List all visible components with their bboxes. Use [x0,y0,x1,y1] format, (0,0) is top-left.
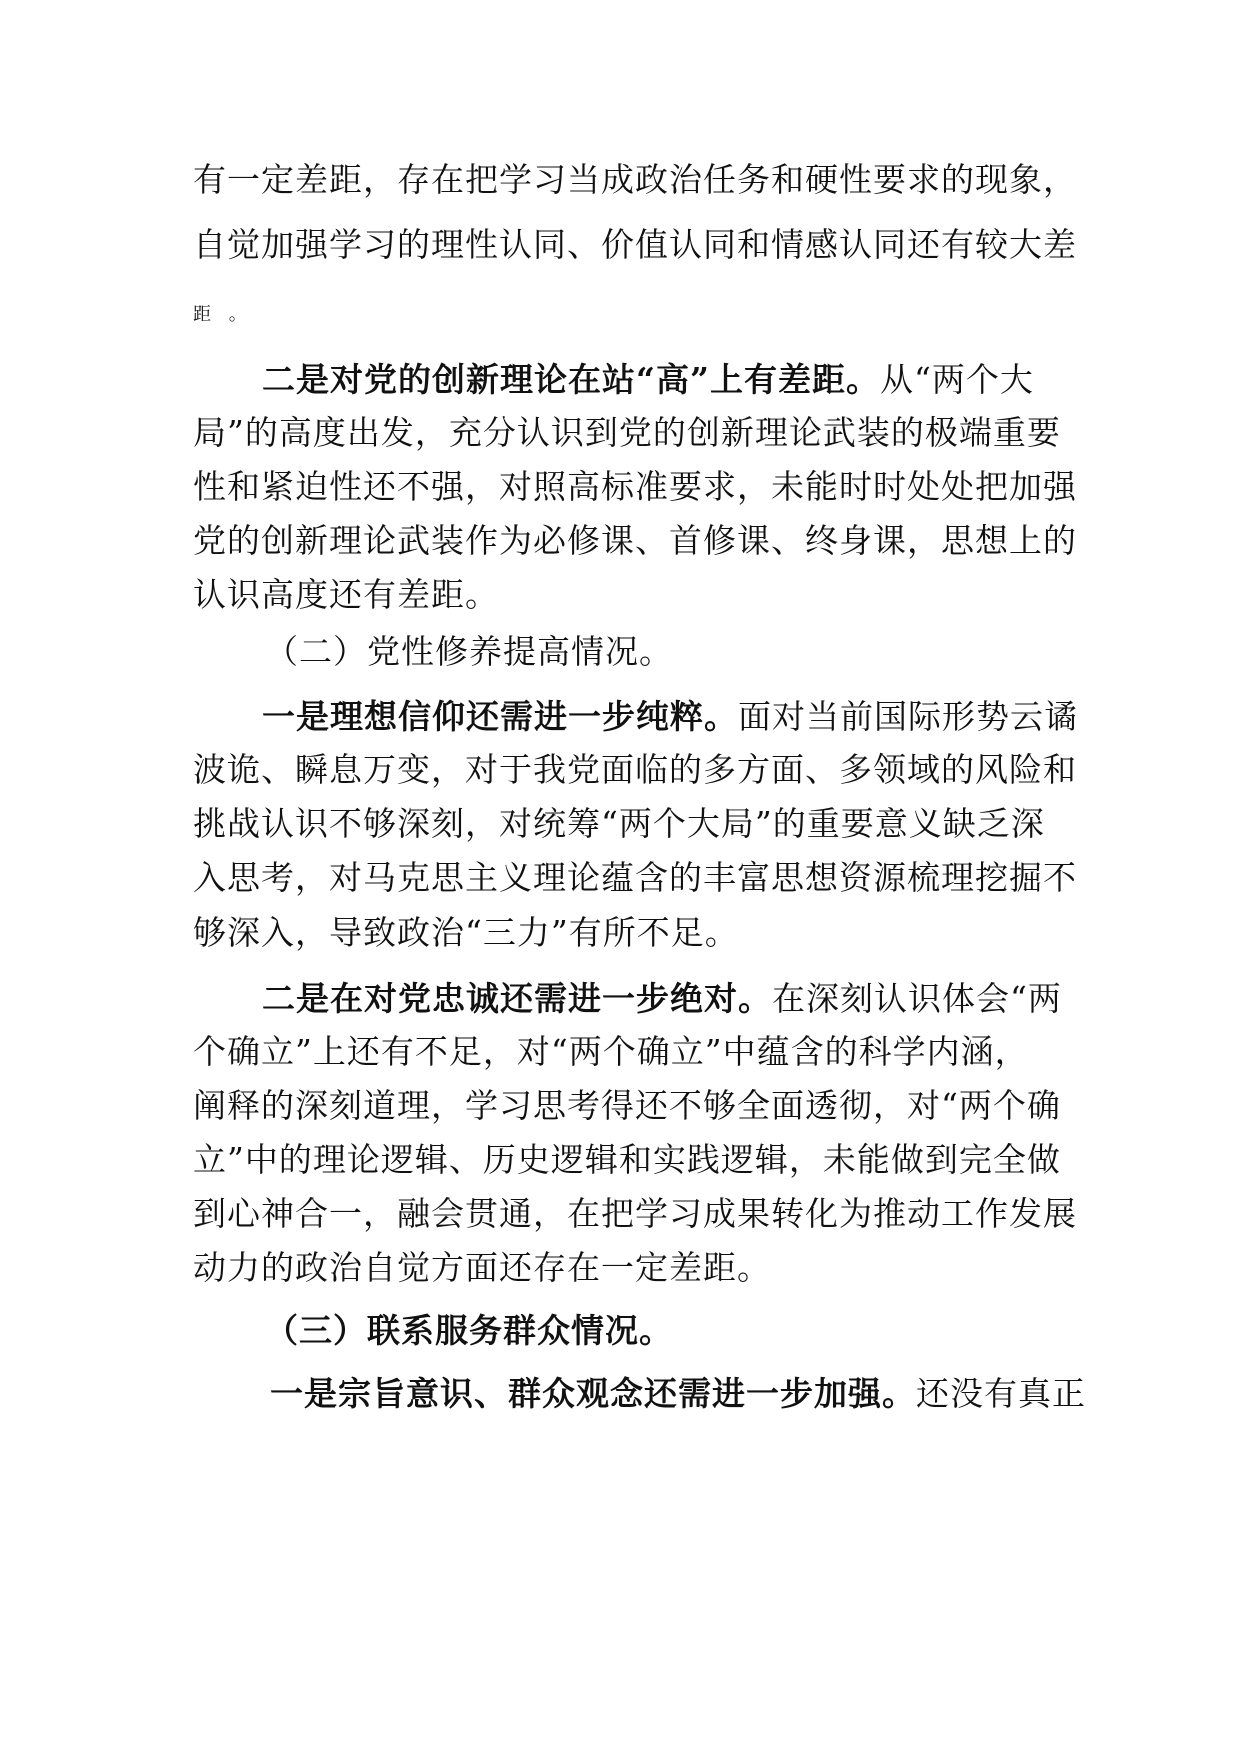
bold-lead: 二是在对党忠诚还需进一步绝对。 [262,979,772,1018]
bold-lead: 二是对党的创新理论在站“高”上有差距。 [262,360,880,399]
paragraph-line: 波诡、瞬息万变，对于我党面临的多方面、多领域的风险和 [193,750,1077,789]
paragraph-heading-line: 二是对党的创新理论在站“高”上有差距。从“两个大 [262,360,1034,399]
bold-lead: 一是理想信仰还需进一步纯粹。 [262,697,738,736]
paragraph-line: 性和紧迫性还不强，对照高标准要求，未能时时处处把加强 [193,467,1077,506]
paragraph-line: 有一定差距，存在把学习当成政治任务和硬性要求的现象， [193,160,1077,199]
paragraph-line: 挑战认识不够深刻，对统筹“两个大局”的重要意义缺乏深 [193,804,1045,843]
paragraph-heading-line: 一是宗旨意识、群众观念还需进一步加强。还没有真正 [270,1374,1086,1413]
paragraph-line: 距 。 [193,304,253,325]
paragraph-line: 到心神合一，融会贯通，在把学习成果转化为推动工作发展 [193,1194,1077,1233]
section-heading: （三）联系服务群众情况。 [265,1311,673,1350]
paragraph-heading-line: 一是理想信仰还需进一步纯粹。面对当前国际形势云谲 [262,697,1078,736]
paragraph-line: 动力的政治自觉方面还存在一定差距。 [193,1248,771,1287]
bold-lead: 一是宗旨意识、群众观念还需进一步加强。 [270,1374,916,1413]
paragraph-line: 局”的高度出发，充分认识到党的创新理论武装的极端重要 [193,413,1061,452]
paragraph-line: 入思考，对马克思主义理论蕴含的丰富思想资源梳理挖掘不 [193,858,1077,897]
paragraph-line: 认识高度还有差距。 [193,575,499,614]
paragraph-line: 够深入，导致政治“三力”有所不足。 [193,913,739,952]
paragraph-line: 阐释的深刻道理，学习思考得还不够全面透彻，对“两个确 [193,1086,1061,1125]
paragraph-line: 立”中的理论逻辑、历史逻辑和实践逻辑，未能做到完全做 [193,1140,1061,1179]
paragraph-line: 党的创新理论武装作为必修课、首修课、终身课，思想上的 [193,521,1077,560]
paragraph-heading-line: 二是在对党忠诚还需进一步绝对。在深刻认识体会“两 [262,979,1062,1018]
paragraph-line: 个确立”上还有不足，对“两个确立”中蕴含的科学内涵， [193,1032,1029,1071]
section-heading: （二）党性修养提高情况。 [265,632,673,671]
paragraph-line: 自觉加强学习的理性认同、价值认同和情感认同还有较大差 [193,225,1077,264]
